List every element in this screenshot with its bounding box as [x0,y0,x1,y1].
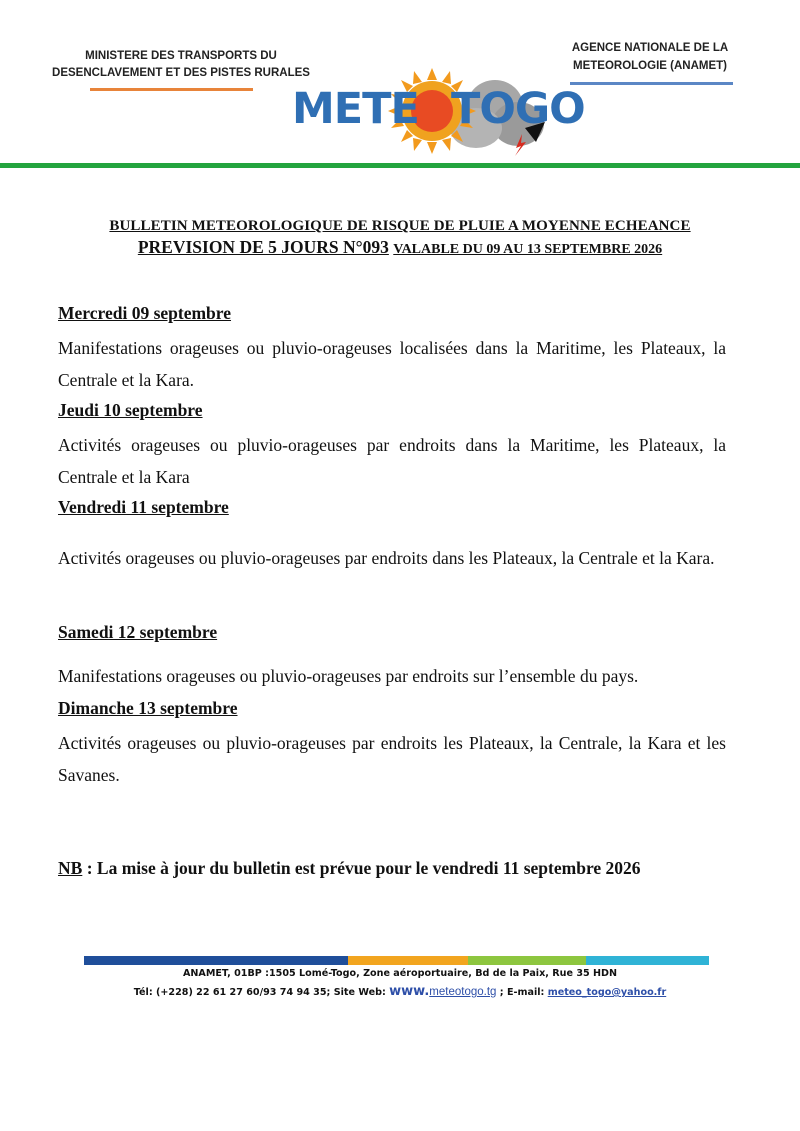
header-divider [0,163,800,168]
agency-line-2: METEOROLOGIE (ANAMET) [573,60,727,72]
day-heading: Mercredi 09 septembre [58,303,232,323]
logo-text-meteo: METE [292,84,419,134]
day-forecast: Manifestations orageuses ou pluvio-orageuses par endroits sur l’ensemble du pays. [58,666,639,686]
ministry-line-2: DESENCLAVEMENT ET DES PISTES RURALES [52,67,310,79]
ministry-name [40,48,322,82]
day-forecast: Activités orageuses ou pluvio-orageuses par endroits dans les Plateaux, la Centrale et la Kara. [58,548,715,568]
ministry-underline [90,88,253,91]
day-forecast: Activités orageuses ou pluvio-orageuses par endroits dans la Maritime, les Plateaux, la Centrale et la Kara [58,435,726,487]
bulletin-subtitle [0,237,800,258]
note-text: : La mise à jour du bulletin est prévue pour le vendredi 11 septembre 2026 [82,858,641,878]
day-heading: Dimanche 13 septembre [58,698,238,718]
footer-tel: Tél: (+228) 22 61 27 60/93 74 94 35; Site Web: [133,987,390,998]
footer-bar-blue [84,956,348,965]
day-forecast: Manifestations orageuses ou pluvio-orageuses localisées dans la Maritime, les Plateaux, la Centrale et la Kara. [58,338,726,390]
bulletin-title: BULLETIN METEOROLOGIQUE DE RISQUE DE PLUIE A MOYENNE ECHEANCE [109,218,691,234]
validity-period: VALABLE DU 09 AU 13 SEPTEMBRE 2026 [393,242,663,257]
footer-address: ANAMET, 01BP :1505 Lomé-Togo, Zone aéroportuaire, Bd de la Paix, Rue 35 HDN [182,968,618,979]
meteo-togo-logo [290,66,600,156]
footer-bar-cyan [586,956,709,965]
footer-email-label: ; E-mail: [496,987,548,998]
footer-color-bar [84,956,709,965]
website-prefix[interactable]: www. [389,984,430,999]
day-heading: Vendredi 11 septembre [58,497,229,517]
day-forecast: Activités orageuses ou pluvio-orageuses par endroits les Plateaux, la Centrale, la Kara et les Savanes. [58,733,726,785]
agency-line-1: AGENCE NATIONALE DE LA [571,42,729,54]
day-heading: Jeudi 10 septembre [58,400,203,420]
note-label: NB [58,858,83,878]
website-link[interactable]: meteotogo.tg [429,986,497,998]
email-link[interactable]: meteo_togo@yahoo.fr [547,987,667,998]
footer-bar-green [468,956,586,965]
footer-contact [0,984,800,999]
forecast-number: PREVISION DE 5 JOURS N°093 [137,237,389,257]
day-heading: Samedi 12 septembre [58,622,218,642]
logo-text-togo: TOGO [451,84,585,134]
update-note [58,858,641,879]
footer-bar-orange [348,956,468,965]
ministry-line-1: MINISTERE DES TRANSPORTS DU [85,50,277,62]
